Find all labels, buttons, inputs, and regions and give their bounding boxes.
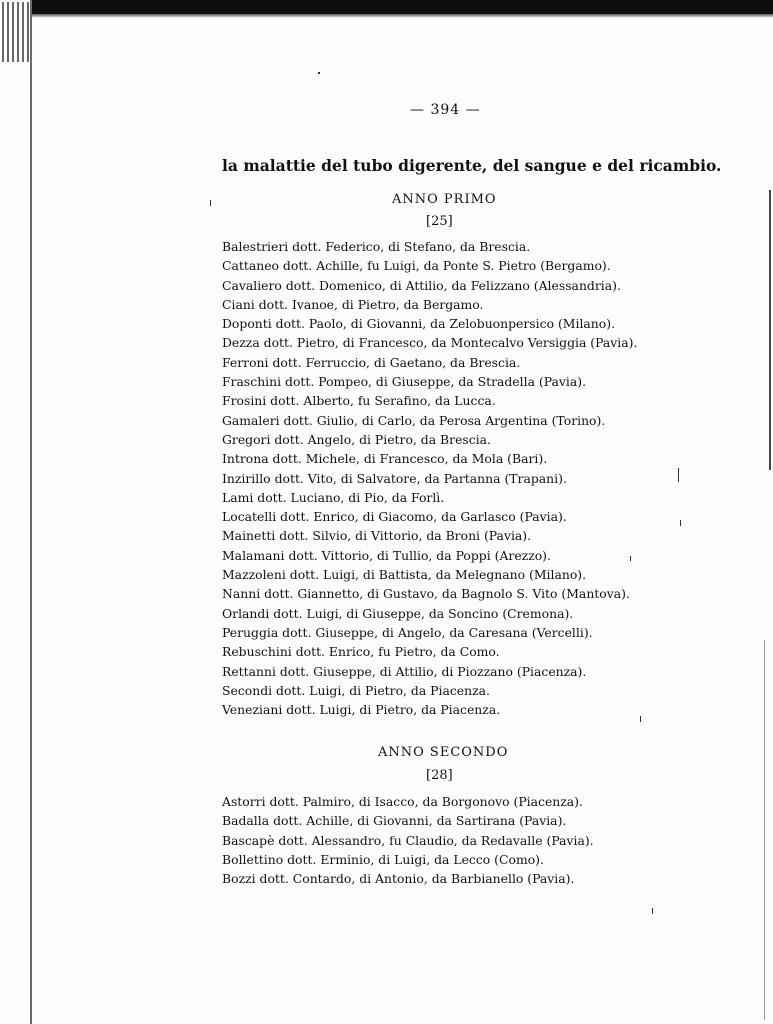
section-title: la malattie del tubo digerente, del sangue e del ricambio. — [222, 156, 722, 175]
scan-speck — [652, 908, 653, 914]
list-item: Inzirillo dott. Vito, di Salvatore, da Partanna (Trapani). — [222, 470, 567, 486]
list-item: Ciani dott. Ivanoe, di Pietro, da Bergamo. — [222, 296, 484, 312]
list-item: Badalla dott. Achille, di Giovanni, da Sartirana (Pavia). — [222, 813, 567, 829]
list-item: Astorri dott. Palmiro, di Isacco, da Borgonovo (Piacenza). — [222, 794, 583, 809]
scan-right-edge-faint — [764, 640, 765, 1020]
list-item: Fraschini dott. Pompeo, di Giuseppe, da Stradella (Pavia). — [222, 374, 587, 390]
list-item: Rettanni dott. Giuseppe, di Attilio, di Piozzano (Piacenza). — [222, 663, 587, 679]
list-item: Introna dott. Michele, di Francesco, da Mola (Bari). — [222, 451, 548, 467]
page-number: — 394 — — [410, 102, 481, 118]
list-item: Mainetti dott. Silvio, di Vittorio, da Broni (Pavia). — [222, 528, 532, 544]
list-item: Secondi dott. Luigi, di Pietro, da Piacenza. — [222, 682, 490, 698]
list-item: Dezza dott. Pietro, di Francesco, da Montecalvo Versiggia (Pavia). — [222, 335, 638, 351]
list-item: Orlandi dott. Luigi, di Giuseppe, da Soncino (Cremona). — [222, 605, 574, 621]
list-item: Frosini dott. Alberto, fu Serafino, da Lucca. — [222, 393, 496, 409]
scan-right-edge-mark — [769, 190, 771, 470]
scan-top-border — [30, 0, 773, 14]
scan-speck — [210, 200, 211, 206]
list-item: Bozzi dott. Contardo, di Antonio, da Barbianello (Pavia). — [222, 871, 575, 887]
scan-speck — [640, 716, 641, 722]
scan-speck — [678, 468, 679, 482]
year-count-secondo: [28] — [426, 768, 453, 783]
scan-top-shadow — [30, 14, 773, 18]
scan-speck — [318, 72, 320, 74]
list-item: Malamani dott. Vittorio, di Tullio, da Poppi (Arezzo). — [222, 547, 551, 563]
list-item: Doponti dott. Paolo, di Giovanni, da Zelobuonpersico (Milano). — [222, 316, 616, 332]
year-heading-primo: ANNO PRIMO — [392, 192, 497, 207]
list-item: Bollettino dott. Erminio, di Luigi, da Lecco (Como). — [222, 851, 544, 867]
list-item: Bascapè dott. Alessandro, fu Claudio, da Redavalle (Pavia). — [222, 832, 594, 848]
scan-left-margin — [0, 0, 36, 1024]
list-item: Balestrieri dott. Federico, di Stefano, da Brescia. — [222, 239, 531, 254]
list-item: Rebuschini dott. Enrico, fu Pietro, da Como. — [222, 644, 500, 660]
list-item: Cavaliero dott. Domenico, di Attilio, da Felizzano (Alessandria). — [222, 277, 621, 293]
list-item: Gregori dott. Angelo, di Pietro, da Brescia. — [222, 431, 492, 447]
scan-binding-noise — [2, 2, 30, 62]
name-list-secondo — [222, 792, 594, 888]
list-item: Cattaneo dott. Achille, fu Luigi, da Ponte S. Pietro (Bergamo). — [222, 258, 611, 274]
year-count-primo: [25] — [426, 214, 453, 229]
name-list-primo — [222, 237, 637, 719]
year-heading-secondo: ANNO SECONDO — [378, 745, 509, 760]
list-item: Gamaleri dott. Giulio, di Carlo, da Perosa Argentina (Torino). — [222, 412, 606, 428]
list-item: Mazzoleni dott. Luigi, di Battista, da Melegnano (Milano). — [222, 567, 587, 583]
scan-speck — [680, 520, 681, 526]
list-item: Veneziani dott. Luigi, di Pietro, da Piacenza. — [222, 702, 501, 718]
list-item: Ferroni dott. Ferruccio, di Gaetano, da Brescia. — [222, 354, 521, 370]
list-item: Lami dott. Luciano, di Pio, da Forlì. — [222, 489, 445, 505]
list-item: Locatelli dott. Enrico, di Giacomo, da Garlasco (Pavia). — [222, 509, 567, 525]
scan-left-edge — [30, 0, 32, 1024]
list-item: Peruggia dott. Giuseppe, di Angelo, da Caresana (Vercelli). — [222, 624, 593, 640]
list-item: Nanni dott. Giannetto, di Gustavo, da Bagnolo S. Vito (Mantova). — [222, 586, 630, 602]
